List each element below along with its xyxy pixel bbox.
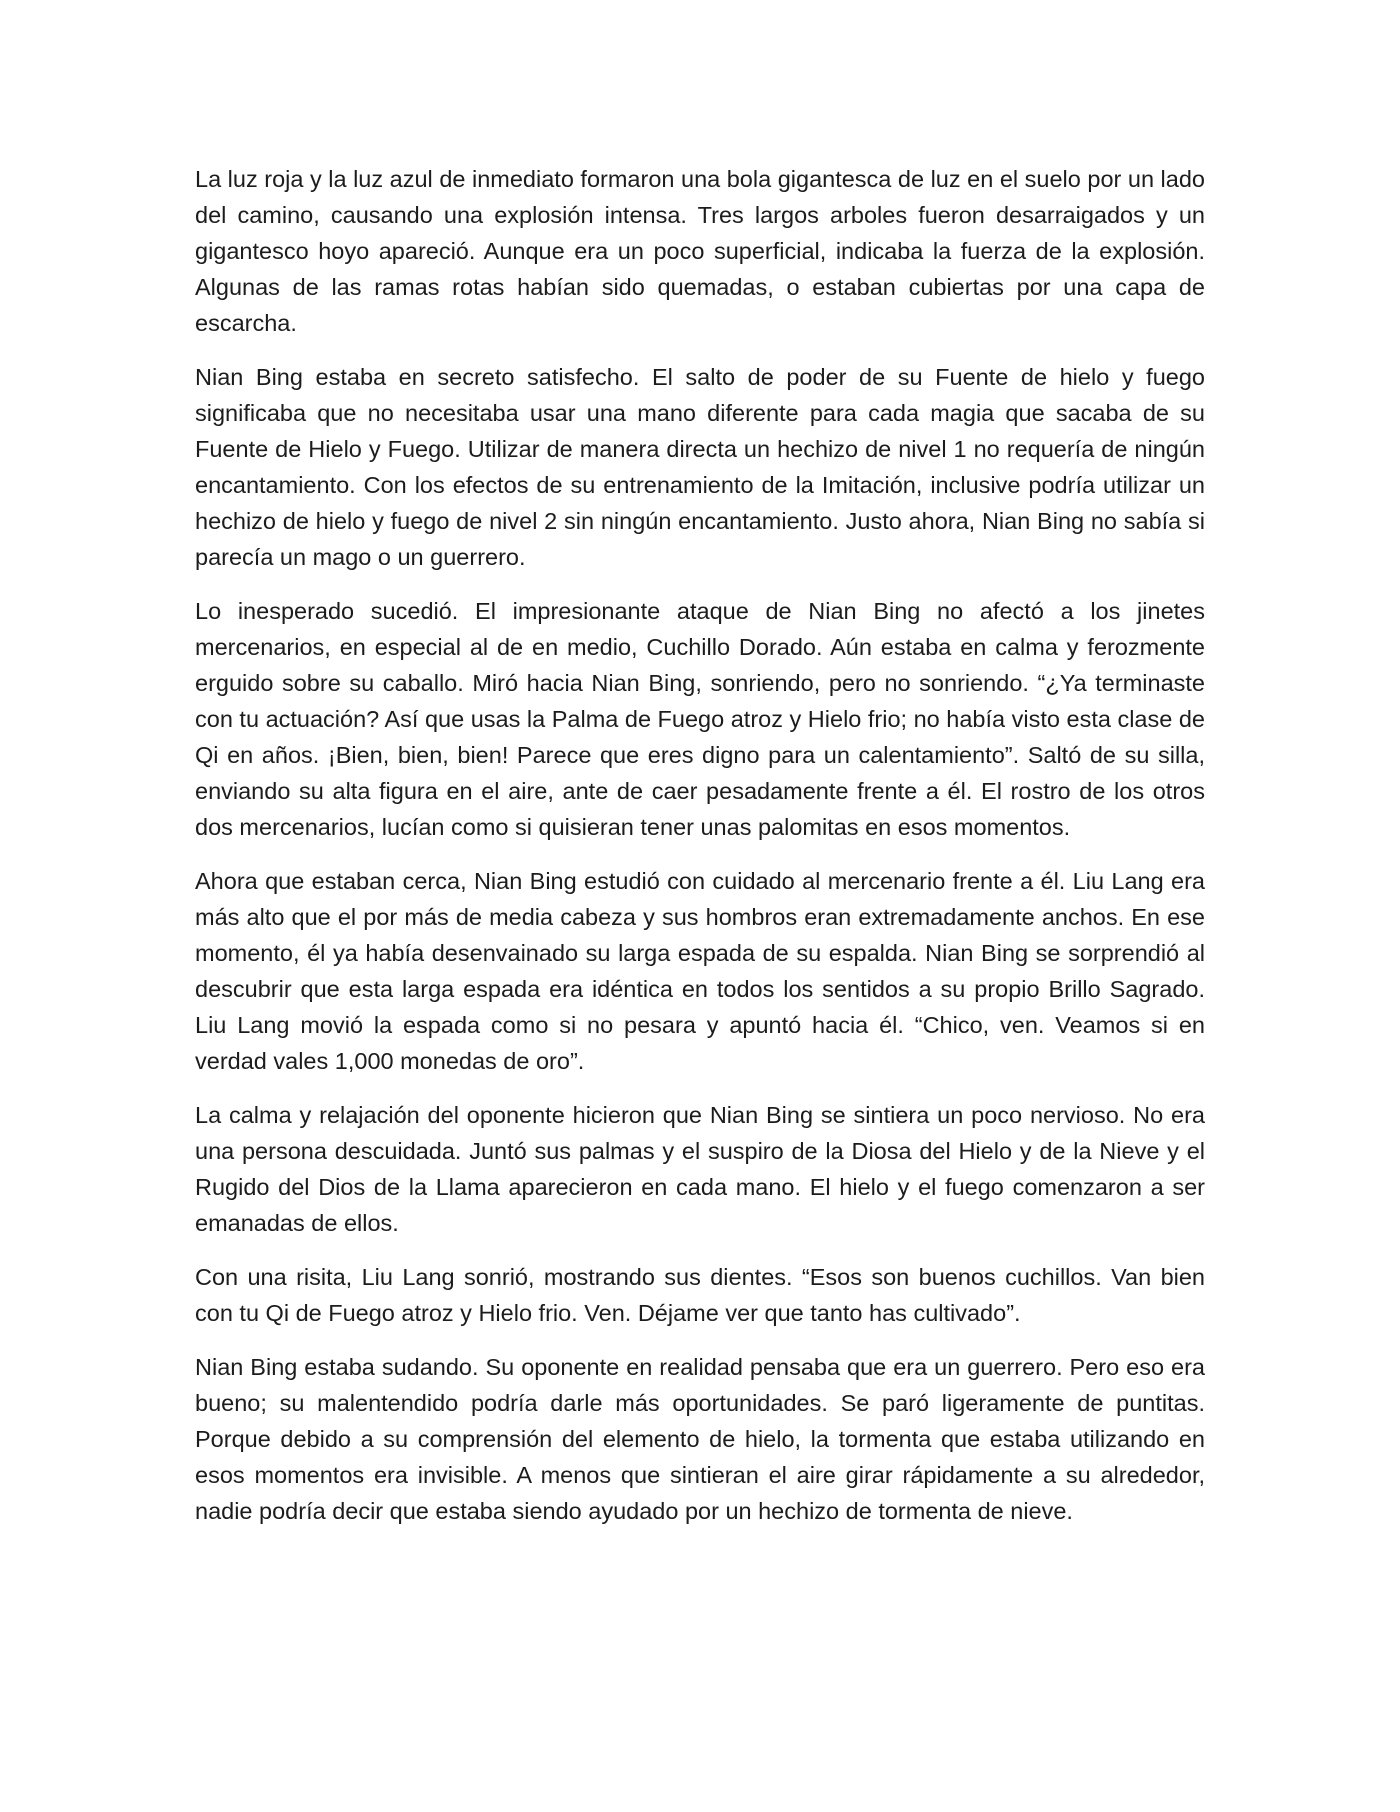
paragraph-6: Con una risita, Liu Lang sonrió, mostrando sus dientes. “Esos son buenos cuchillos. Van bien con tu Qi de Fuego atroz y Hielo frio. Ven. Déjame ver que tanto has cultivado”. [195,1264,1205,1326]
paragraph-4: Ahora que estaban cerca, Nian Bing estudió con cuidado al mercenario frente a él. Liu Lang era más alto que el por más de media cabeza y sus hombros eran extremadamente anchos. En ese momento, él ya había desenvainado su larga espada de su espalda. Nian Bing se sorprendió al descubrir que esta larga espada era idéntica en todos los sentidos a su propio Brillo Sagrado. Liu Lang movió la espada como si no pesara y apuntó hacia él. “Chico, ven. Veamos si en verdad vales 1,000 monedas de oro”. [195,868,1205,1074]
paragraph-7: Nian Bing estaba sudando. Su oponente en realidad pensaba que era un guerrero. Pero eso era bueno; su malentendido podría darle más oportunidades. Se paró ligeramente de puntitas. Porque debido a su comprensión del elemento de hielo, la tormenta que estaba utilizando en esos momentos era invisible. A menos que sintieran el aire girar rápidamente a su alrededor, nadie podría decir que estaba siendo ayudado por un hechizo de tormenta de nieve. [195,1354,1205,1524]
paragraph-2: Nian Bing estaba en secreto satisfecho. El salto de poder de su Fuente de hielo y fuego significaba que no necesitaba usar una mano diferente para cada magia que sacaba de su Fuente de Hielo y Fuego. Utilizar de manera directa un hechizo de nivel 1 no requería de ningún encantamiento. Con los efectos de su entrenamiento de la Imitación, inclusive podría utilizar un hechizo de hielo y fuego de nivel 2 sin ningún encantamiento. Justo ahora, Nian Bing no sabía si parecía un mago o un guerrero. [195,364,1205,570]
paragraph-1: La luz roja y la luz azul de inmediato formaron una bola gigantesca de luz en el suelo por un lado del camino, causando una explosión intensa. Tres largos arboles fueron desarraigados y un gigantesco hoyo apareció. Aunque era un poco superficial, indicaba la fuerza de la explosión. Algunas de las ramas rotas habían sido quemadas, o estaban cubiertas por una capa de escarcha. [195,166,1205,336]
paragraph-3: Lo inesperado sucedió. El impresionante ataque de Nian Bing no afectó a los jinetes mercenarios, en especial al de en medio, Cuchillo Dorado. Aún estaba en calma y ferozmente erguido sobre su caballo. Miró hacia Nian Bing, sonriendo, pero no sonriendo. “¿Ya terminaste con tu actuación? Así que usas la Palma de Fuego atroz y Hielo frio; no había visto esta clase de Qi en años. ¡Bien, bien, bien! Parece que eres digno para un calentamiento”. Saltó de su silla, enviando su alta figura en el aire, ante de caer pesadamente frente a él. El rostro de los otros dos mercenarios, lucían como si quisieran tener unas palomitas en esos momentos. [195,598,1205,840]
body-text [195,161,1205,1547]
paragraph-5: La calma y relajación del oponente hicieron que Nian Bing se sintiera un poco nervioso. No era una persona descuidada. Juntó sus palmas y el suspiro de la Diosa del Hielo y de la Nieve y el Rugido del Dios de la Llama aparecieron en cada mano. El hielo y el fuego comenzaron a ser emanadas de ellos. [195,1102,1205,1236]
